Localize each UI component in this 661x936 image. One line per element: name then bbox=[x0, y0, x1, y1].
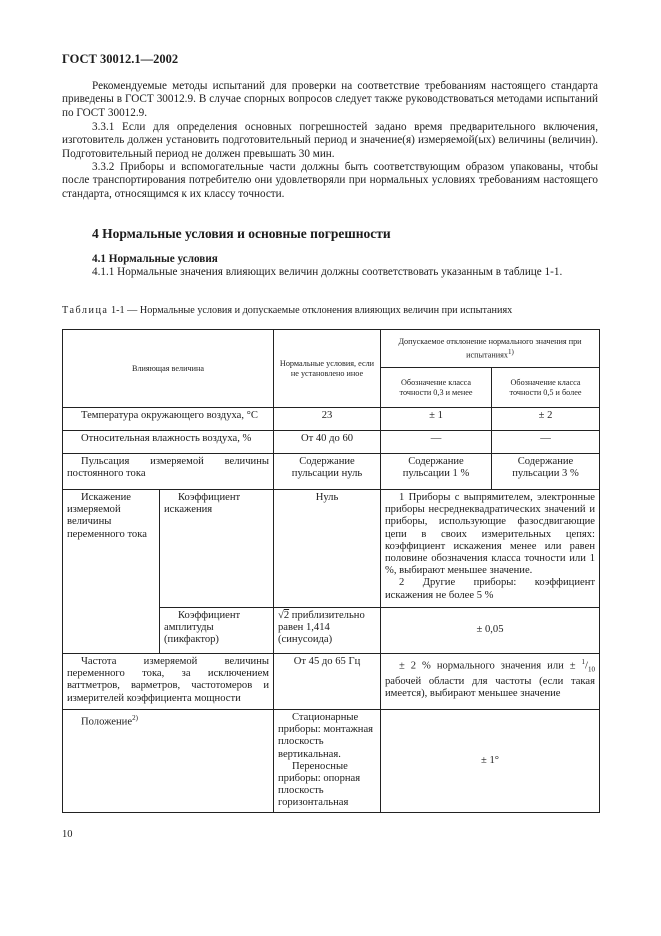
cell-dist-sub2-dev: ± 0,05 bbox=[381, 608, 600, 654]
row-distortion-factor bbox=[63, 490, 600, 608]
cell-hum-dev-low: — bbox=[381, 431, 492, 454]
cell-temp-normal: 23 bbox=[274, 408, 381, 431]
cell-pos-normal bbox=[274, 710, 381, 813]
row-ripple bbox=[63, 454, 600, 490]
header-deviation: Допускаемое отклонение нормального значения при испытаниях$^{1)}$ bbox=[381, 330, 600, 368]
cell-dist-sub2-normal: √2 приблизительно равен 1,414 (синусоида) bbox=[274, 608, 381, 654]
intro-paragraph-1: Рекомендуемые методы испытаний для проверки на соответствие требованиям настоящего стандарта приведены в ГОСТ 30012.9. В случае спорных вопросов следует также руководствоваться методами испытаний по ГОСТ 30012.9. bbox=[62, 80, 598, 119]
cell-freq-dev: ± 2 % нормального значения или ± $^1/_{10}$ рабочей области для частоты (если такая имеется), выбирают меньшее значение bbox=[381, 654, 600, 710]
header-class-high: Обозначение класса точности 0,5 и более bbox=[492, 368, 600, 408]
cell-ripple-dev-low: Содержание пульсации 1 % bbox=[381, 454, 492, 490]
cell-ripple-dev-high: Содержание пульсации 3 % bbox=[492, 454, 600, 490]
pos-normal-portable: Переносные приборы: опорная плоскость горизонтальная bbox=[278, 760, 361, 809]
row-humidity bbox=[63, 431, 600, 454]
document-header: ГОСТ 30012.1—2002 bbox=[62, 52, 179, 66]
dist-dev-note-1: 1 Приборы с выпрямителем, электронные приборы несреднеквадратических значений и приборы, использующие фазосдвигающие цепи в своих измерительных цепях: коэффициент искажения менее или равен половине обозначения класса точности или 1 %, выбирают меньшее значение. bbox=[385, 492, 595, 577]
row-position bbox=[63, 710, 600, 813]
page-number: 10 bbox=[62, 829, 73, 840]
pos-normal-stationary: Стационарные приборы: монтажная плоскость вертикальная. bbox=[278, 712, 374, 760]
cell-temp-dev-high: ± 2 bbox=[492, 408, 600, 431]
clause-3-3-2: 3.3.2 Приборы и вспомогательные части должны быть соответствующим образом упакованы, чтобы после транспортирования потребителю они удовлетворяли при нормальных условиях требованиям настоящего стандарта, относящимся к их классу точности. bbox=[62, 161, 598, 200]
table-caption-label: Таблица bbox=[62, 305, 109, 316]
row-frequency bbox=[63, 654, 600, 710]
cell-dist-name: Искажение измеряемой величины переменного тока bbox=[63, 490, 160, 654]
cell-freq-name: Частота измеряемой величины переменного тока, за исключением ваттметров, варметров, частотомеров и измерителей коэффициента мощности bbox=[63, 654, 274, 710]
subsection-title: 4.1 Нормальные условия bbox=[92, 253, 218, 265]
sqrt-sign-icon: √ bbox=[278, 610, 284, 621]
cell-hum-normal: От 40 до 60 bbox=[274, 431, 381, 454]
cell-dist-sub1-normal: Нуль bbox=[274, 490, 381, 608]
cell-dist-sub1-dev bbox=[381, 490, 600, 608]
normal-conditions-table bbox=[62, 329, 600, 813]
table-caption-text: 1-1 — Нормальные условия и допускаемые отклонения влияющих величин при испытаниях bbox=[110, 305, 513, 316]
cell-pos-dev: ± 1° bbox=[381, 710, 600, 813]
cell-pos-name: Положение$^{2)}$ bbox=[63, 710, 274, 813]
cell-dist-sub1: Коэффициент искажения bbox=[160, 490, 274, 608]
cell-ripple-name: Пульсация измеряемой величины постоянного тока bbox=[63, 454, 274, 490]
table-header-row-1 bbox=[63, 330, 600, 368]
cell-temp-dev-low: ± 1 bbox=[381, 408, 492, 431]
clause-3-3-1: 3.3.1 Если для определения основных погрешностей задано время предварительного включения, изготовитель должен установить подготовительный период и значение(я) измеряемой(ых) величины (величин). Подготовительный период не должен превышать 30 мин. bbox=[62, 121, 598, 160]
header-normal-conditions: Нормальные условия, если не установлено иное bbox=[274, 330, 381, 408]
dist-dev-note-2: 2 Другие приборы: коэффициент искажения не более 5 % bbox=[385, 577, 595, 601]
row-temperature bbox=[63, 408, 600, 431]
cell-freq-normal: От 45 до 65 Гц bbox=[274, 654, 381, 710]
cell-hum-dev-high: — bbox=[492, 431, 600, 454]
table-caption bbox=[62, 305, 512, 316]
header-class-low: Обозначение класса точности 0,3 и менее bbox=[381, 368, 492, 408]
section-title: 4 Нормальные условия и основные погрешности bbox=[92, 226, 391, 241]
clause-4-1-1: 4.1.1 Нормальные значения влияющих величин должны соответствовать указанным в таблице 1-1. bbox=[92, 266, 563, 278]
header-influence: Влияющая величина bbox=[63, 330, 274, 408]
cell-dist-sub2: Коэффициент амплитуды (пикфактор) bbox=[160, 608, 274, 654]
cell-hum-name: Относительная влажность воздуха, % bbox=[63, 431, 274, 454]
cell-ripple-normal: Содержание пульсации нуль bbox=[274, 454, 381, 490]
cell-temp-name: Температура окружающего воздуха, °С bbox=[63, 408, 274, 431]
